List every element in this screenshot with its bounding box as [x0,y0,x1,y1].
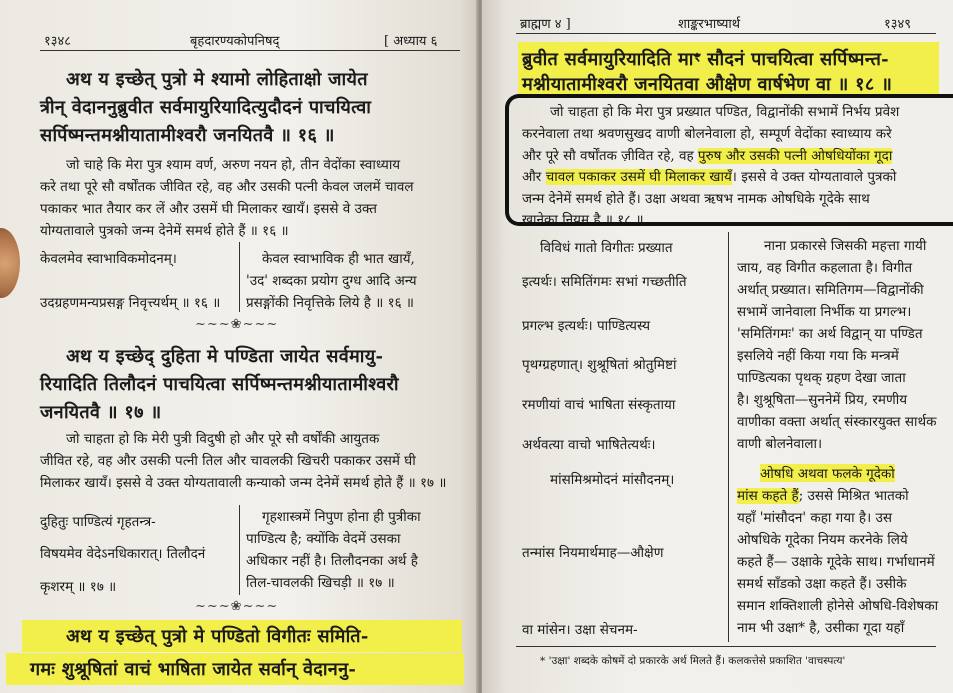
commentary-18-hindi-12: मांस कहते हैं; उससे मिश्रित भातको [737,488,909,504]
column-divider [239,242,240,312]
commentary-18-hindi-7: पाण्डित्यका पृथक् ग्रहण देखा जाता [737,370,906,386]
footnote: * 'उक्षा' शब्दके कोषमें दो प्रकारके अर्थ मिलते हैं। कलकत्तेसे प्रकाशित 'वाचस्पत्य' [540,655,846,667]
commentary-18-hindi-2: जाय, वह विगीत कहलाता है। विगीत [737,260,913,276]
translation-16-line-3: पकाकर भात तैयार कर लें और उसमें घी मिलाकर खायँ। इससे वे उक्त [40,201,377,217]
left-chapter-label: [ अध्याय ६ [384,34,438,49]
commentary-18-hindi-18: नाम भी उक्षा* है, उसीका गूदा यहाँ [737,620,905,636]
highlighted-phrase: चावल पकाकर उसमें घी मिलाकर खायँ [545,169,732,185]
ornament-divider: ~~~❀~~~ [195,599,279,614]
translation-18-line-2: करनेवाला तथा श्रवणसुखद वाणी बोलनेवाला हो, सम्पूर्ण वेदोंका स्वाध्याय करे [522,126,892,142]
verse-18-line-3: ब्रुवीत सर्वमायुरियादिति माꣳ सौदनं पाचयित्वा सर्पिष्मन्त- [522,49,889,70]
right-section-label: ब्राह्मण ४ ] [520,17,571,32]
thumb [0,228,20,298]
commentary-18-hindi-6: इसलिये नहीं किया गया कि मन्त्रमें [737,348,899,364]
commentary-16-sanskrit-2: उदग्रहणमन्यप्रसङ्ग निवृत्त्यर्थम् ॥ १६ ॥ [40,295,221,311]
commentary-18-hindi-9: वाणीका वक्ता अर्थात् संस्कारयुक्त सार्थक [737,414,937,430]
verse-17-line-3: जनयितवै ॥ १७ ॥ [40,402,162,423]
commentary-16-hindi-3: प्रसङ्गोंकी निवृत्तिके लिये है ॥ १६ ॥ [246,295,415,311]
commentary-18-sanskrit-6: अर्थवत्या वाचो भाषितेत्यर्थः। [522,437,656,453]
commentary-18-hindi-11: ओषधि अथवा फलके गूदेको [760,466,895,482]
commentary-18-hindi-5: 'समितिंगमः' का अर्थ विद्वान् या पण्डित [737,326,923,342]
translation-18-line-5: जन्म देनेमें समर्थ होते हैं। उक्षा अथवा ऋषभ नामक ओषधिके गूदेके साथ [522,191,870,207]
verse-17-line-1: अथ य इच्छेद् दुहिता मे पण्डिता जायेत सर्वमायु- [66,346,384,367]
translation-16-line-2: करे तथा पूरे सौ वर्षोंतक जीवित रहे, वह और उसकी पत्नी केवल जलमें चावल [40,179,414,195]
commentary-18-hindi-8: है। शुश्रूषिता—सुननेमें प्रिय, रमणीय [737,392,908,408]
verse-16-line-3: सर्पिष्मन्तमश्नीयातामीश्वरौ जनयितवै ॥ १६ ॥ [40,125,335,146]
highlighted-phrase: पुरुष और उसकी पत्नी ओषधियोंका गूदा [697,148,893,164]
column-divider [728,232,729,642]
left-running-title: बृहदारण्यकोपनिषद् [190,34,280,49]
commentary-17-hindi-3: अधिकार नहीं है। तिलौदनका अर्थ है [246,553,418,569]
verse-16-line-2: त्रीन् वेदाननुब्रुवीत सर्वमायुरियादित्युदौदनं पाचयित्वा [40,97,372,118]
commentary-18-sanskrit-5: रमणीयां वाचं भाषिता संस्कृताया [522,397,676,413]
commentary-17-sanskrit-2: विषयमेव वेदेऽनधिकारात्। तिलौदनं [40,546,206,562]
commentary-16-sanskrit-1: केवलमेव स्वाभाविकमोदनम्। [40,251,177,267]
verse-17-line-2: रियादिति तिलौदनं पाचयित्वा सर्पिष्मन्तमश्नीयातामीश्वरौ [40,374,399,395]
right-page-number: १३४९ [884,17,912,32]
verse-18-line-2: गमः शुश्रूषितां वाचं भाषिता जायेत सर्वान् वेदाननु- [30,659,357,680]
commentary-18-hindi-16: समर्थ साँडको उक्षा कहते हैं। उसीके [737,576,907,592]
commentary-18-hindi-14: ओषधिके गूदेका नियम करनेके लिये [737,532,908,548]
column-divider [239,505,240,595]
footnote-rule [516,646,936,647]
commentary-17-sanskrit-3: कृशरम् ॥ १७ ॥ [40,579,117,595]
commentary-18-hindi-4: सभामें जानेवाला निर्भीक या प्रगल्भ। [737,304,912,320]
commentary-16-hindi-2: 'उद' शब्दका प्रयोग दुग्ध आदि अन्य [246,273,417,289]
verse-16-line-1: अथ य इच्छेत् पुत्रो मे श्यामो लोहिताक्षो जायेत [66,69,368,90]
commentary-18-hindi-17: समान शक्तिशाली होनेसे ओषधि-विशेषका [737,598,939,614]
verse-18-line-4: मश्नीयातामीश्वरौ जनयितवा औक्षेण वार्षभेण वा ॥ १८ ॥ [522,74,893,95]
commentary-18-hindi-10: वाणी बोलनेवाला। [737,436,823,452]
commentary-17-hindi-1: गृहशास्त्रमें निपुण होना ही पुत्रीका [262,509,421,525]
commentary-18-sanskrit-3: प्रगल्भ इत्यर्थः। पाण्डित्यस्य [522,318,651,334]
commentary-18-sanskrit-1: विविधं गातो विगीतः प्रख्यात [540,240,673,256]
commentary-18-sanskrit-2: इत्यर्थः। समितिंगमः सभां गच्छतीति [522,274,687,290]
translation-18-line-1: जो चाहता हो कि मेरा पुत्र प्रख्यात पण्डित, विद्वानोंकी सभामें निर्भय प्रवेश [550,104,900,120]
translation-16-line-4: योग्यतावाले पुत्रको जन्म देनेमें समर्थ होते हैं ॥ १६ ॥ [40,223,289,239]
commentary-17-sanskrit-1: दुहितुः पाण्डित्यं गृहतन्त्र- [40,514,156,530]
header-rule [516,33,936,34]
commentary-18-hindi-15: कहते हैं— उक्षाके गूदेके साथ। गर्भाधानमें [737,554,935,570]
translation-16-line-1: जो चाहे कि मेरा पुत्र श्याम वर्ण, अरुण नयन हो, तीन वेदोंका स्वाध्याय [66,157,401,173]
commentary-18-sanskrit-4: पृथग्ग्रहणात्। शुश्रूषितां श्रोतुमिष्टां [522,357,677,373]
translation-18-line-6: खानेका नियम है ॥ १८ ॥ [522,212,644,228]
commentary-18-hindi-3: अर्थात् प्रख्यात। समितिगम—विद्वानोंकी [737,282,924,298]
commentary-17-hindi-2: पाण्डित्य है; क्योंकि वेदमें उसका [246,531,401,547]
ink-bracket-mark [505,94,953,226]
highlighted-phrase: मांस कहते हैं [737,488,799,504]
translation-17-line-3: मिलाकर खायँ। इससे वे उक्त योग्यतावाली कन्याको जन्म देनेमें समर्थ होते हैं ॥ १७ ॥ [40,475,447,491]
commentary-18-sanskrit-9: वा मांसेन। उक्षा सेचनम- [522,622,638,638]
commentary-18-hindi-1: नाना प्रकारसे जिसकी महत्ता गायी [764,238,927,254]
commentary-18-sanskrit-7: मांसमिश्रमोदनं मांसौदनम्। [550,472,675,488]
translation-18-line-4: और चावल पकाकर उसमें घी मिलाकर खायँ। इससे वे उक्त योग्यतावाले पुत्रको [522,169,897,185]
commentary-18-hindi-13: यहाँ 'मांसौदन' कहा गया है। उस [737,510,892,526]
verse-18-line-1: अथ य इच्छेत् पुत्रो मे पण्डितो विगीतः समिति- [66,626,369,647]
header-rule [40,50,460,51]
right-running-title: शाङ्करभाष्यार्थ [678,17,741,32]
commentary-17-hindi-4: तिल-चावलकी खिचड़ी ॥ १७ ॥ [246,575,395,591]
left-page-number: १३४८ [44,34,72,49]
translation-17-line-2: जीवित रहे, वह और उसकी पत्नी तिल और चावलकी खिचरी पकाकर उसमें घी [40,453,416,469]
commentary-18-sanskrit-8: तन्मांस नियमार्थमाह—औक्षेण [522,545,664,561]
translation-17-line-1: जो चाहता हो कि मेरी पुत्री विदुषी हो और पूरे सौ वर्षोंकी आयुतक [66,431,380,447]
translation-18-line-3: और पूरे सौ वर्षोंतक ज़ीवित रहे, वह पुरुष और उसकी पत्नी ओषधियोंका गूदा [522,148,893,164]
commentary-16-hindi-1: केवल स्वाभाविक ही भात खायँ, [262,251,415,267]
ornament-divider: ~~~❀~~~ [195,317,279,332]
